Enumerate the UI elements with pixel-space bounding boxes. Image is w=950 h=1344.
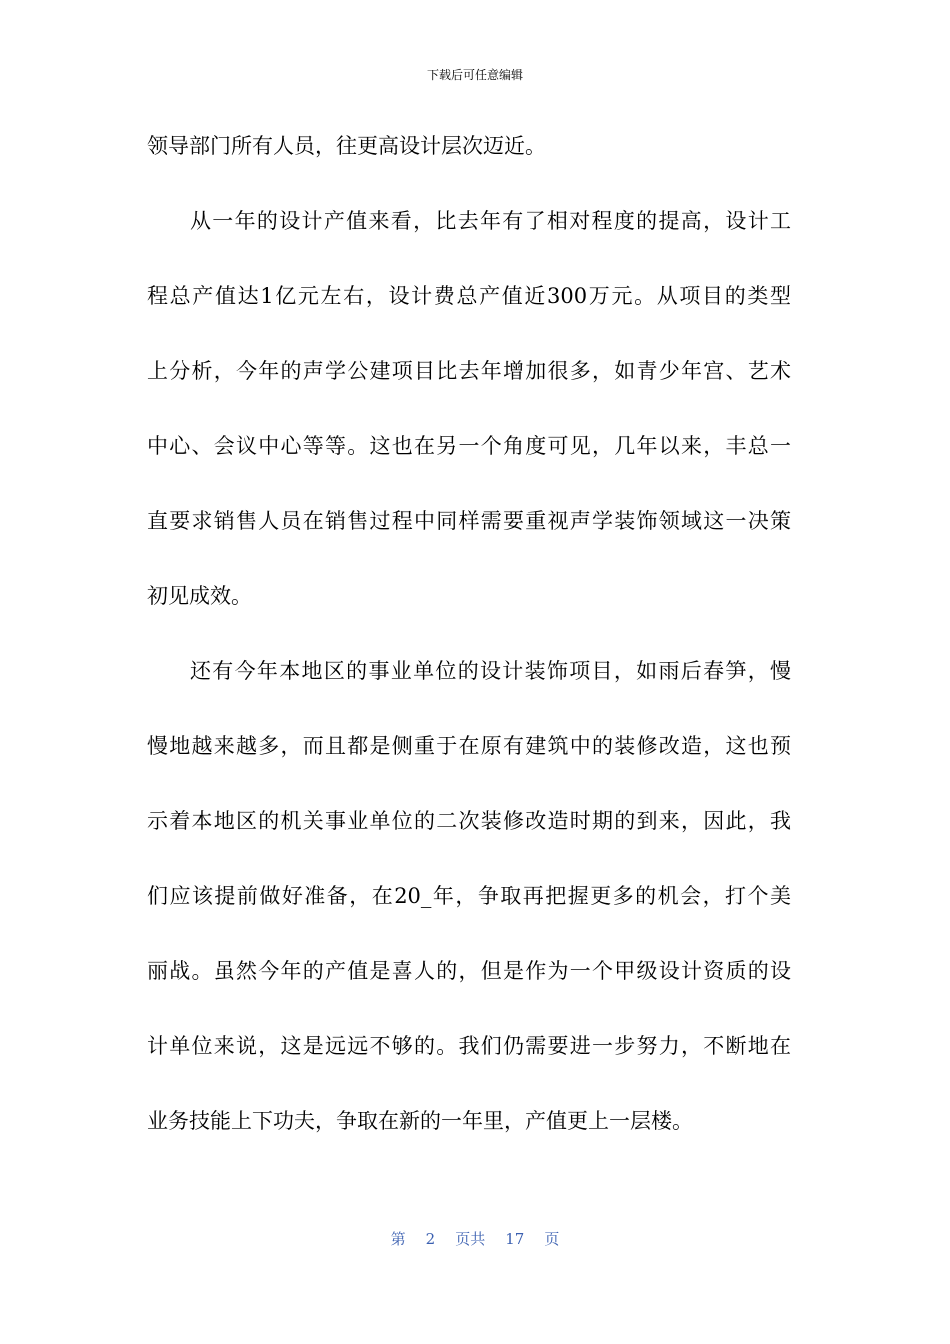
paragraph-line: 计单位来说，这是远远不够的。我们仍需要进一步努力，不断地在 xyxy=(147,1034,791,1058)
footer-page-number: 2 xyxy=(425,1230,436,1248)
footer-page-mid: 页共 xyxy=(455,1230,486,1248)
paragraph-line: 丽战。虽然今年的产值是喜人的，但是作为一个甲级设计资质的设 xyxy=(147,959,791,983)
paragraph-line: 们应该提前做好准备，在20_年，争取再把握更多的机会，打个美 xyxy=(147,884,791,908)
paragraph-line: 从一年的设计产值来看，比去年有了相对程度的提高，设计工 xyxy=(190,209,791,233)
paragraph-line: 直要求销售人员在销售过程中同样需要重视声学装饰领域这一决策 xyxy=(147,509,791,533)
paragraph-line: 业务技能上下功夫，争取在新的一年里，产值更上一层楼。 xyxy=(147,1109,693,1133)
paragraph-line: 还有今年本地区的事业单位的设计装饰项目，如雨后春笋，慢 xyxy=(190,659,791,683)
paragraph-line: 中心、会议中心等等。这也在另一个角度可见，几年以来，丰总一 xyxy=(147,434,791,458)
paragraph-line: 初见成效。 xyxy=(147,584,252,608)
footer-total-pages: 17 xyxy=(505,1230,525,1248)
header-text: 下载后可任意编辑 xyxy=(426,68,523,82)
paragraph-line: 领导部门所有人员，往更高设计层次迈近。 xyxy=(147,134,546,158)
document-body xyxy=(147,123,791,1173)
paragraph-line: 程总产值达1亿元左右，设计费总产值近300万元。从项目的类型 xyxy=(147,284,791,308)
page-header xyxy=(0,66,950,84)
page-footer xyxy=(0,1228,950,1250)
footer-page-end: 页 xyxy=(544,1230,560,1248)
paragraph-line: 上分析，今年的声学公建项目比去年增加很多，如青少年宫、艺术 xyxy=(147,359,791,383)
paragraph-line: 慢地越来越多，而且都是侧重于在原有建筑中的装修改造，这也预 xyxy=(147,734,791,758)
footer-page-label: 第 xyxy=(390,1230,406,1248)
paragraph-line: 示着本地区的机关事业单位的二次装修改造时期的到来，因此，我 xyxy=(147,809,791,833)
